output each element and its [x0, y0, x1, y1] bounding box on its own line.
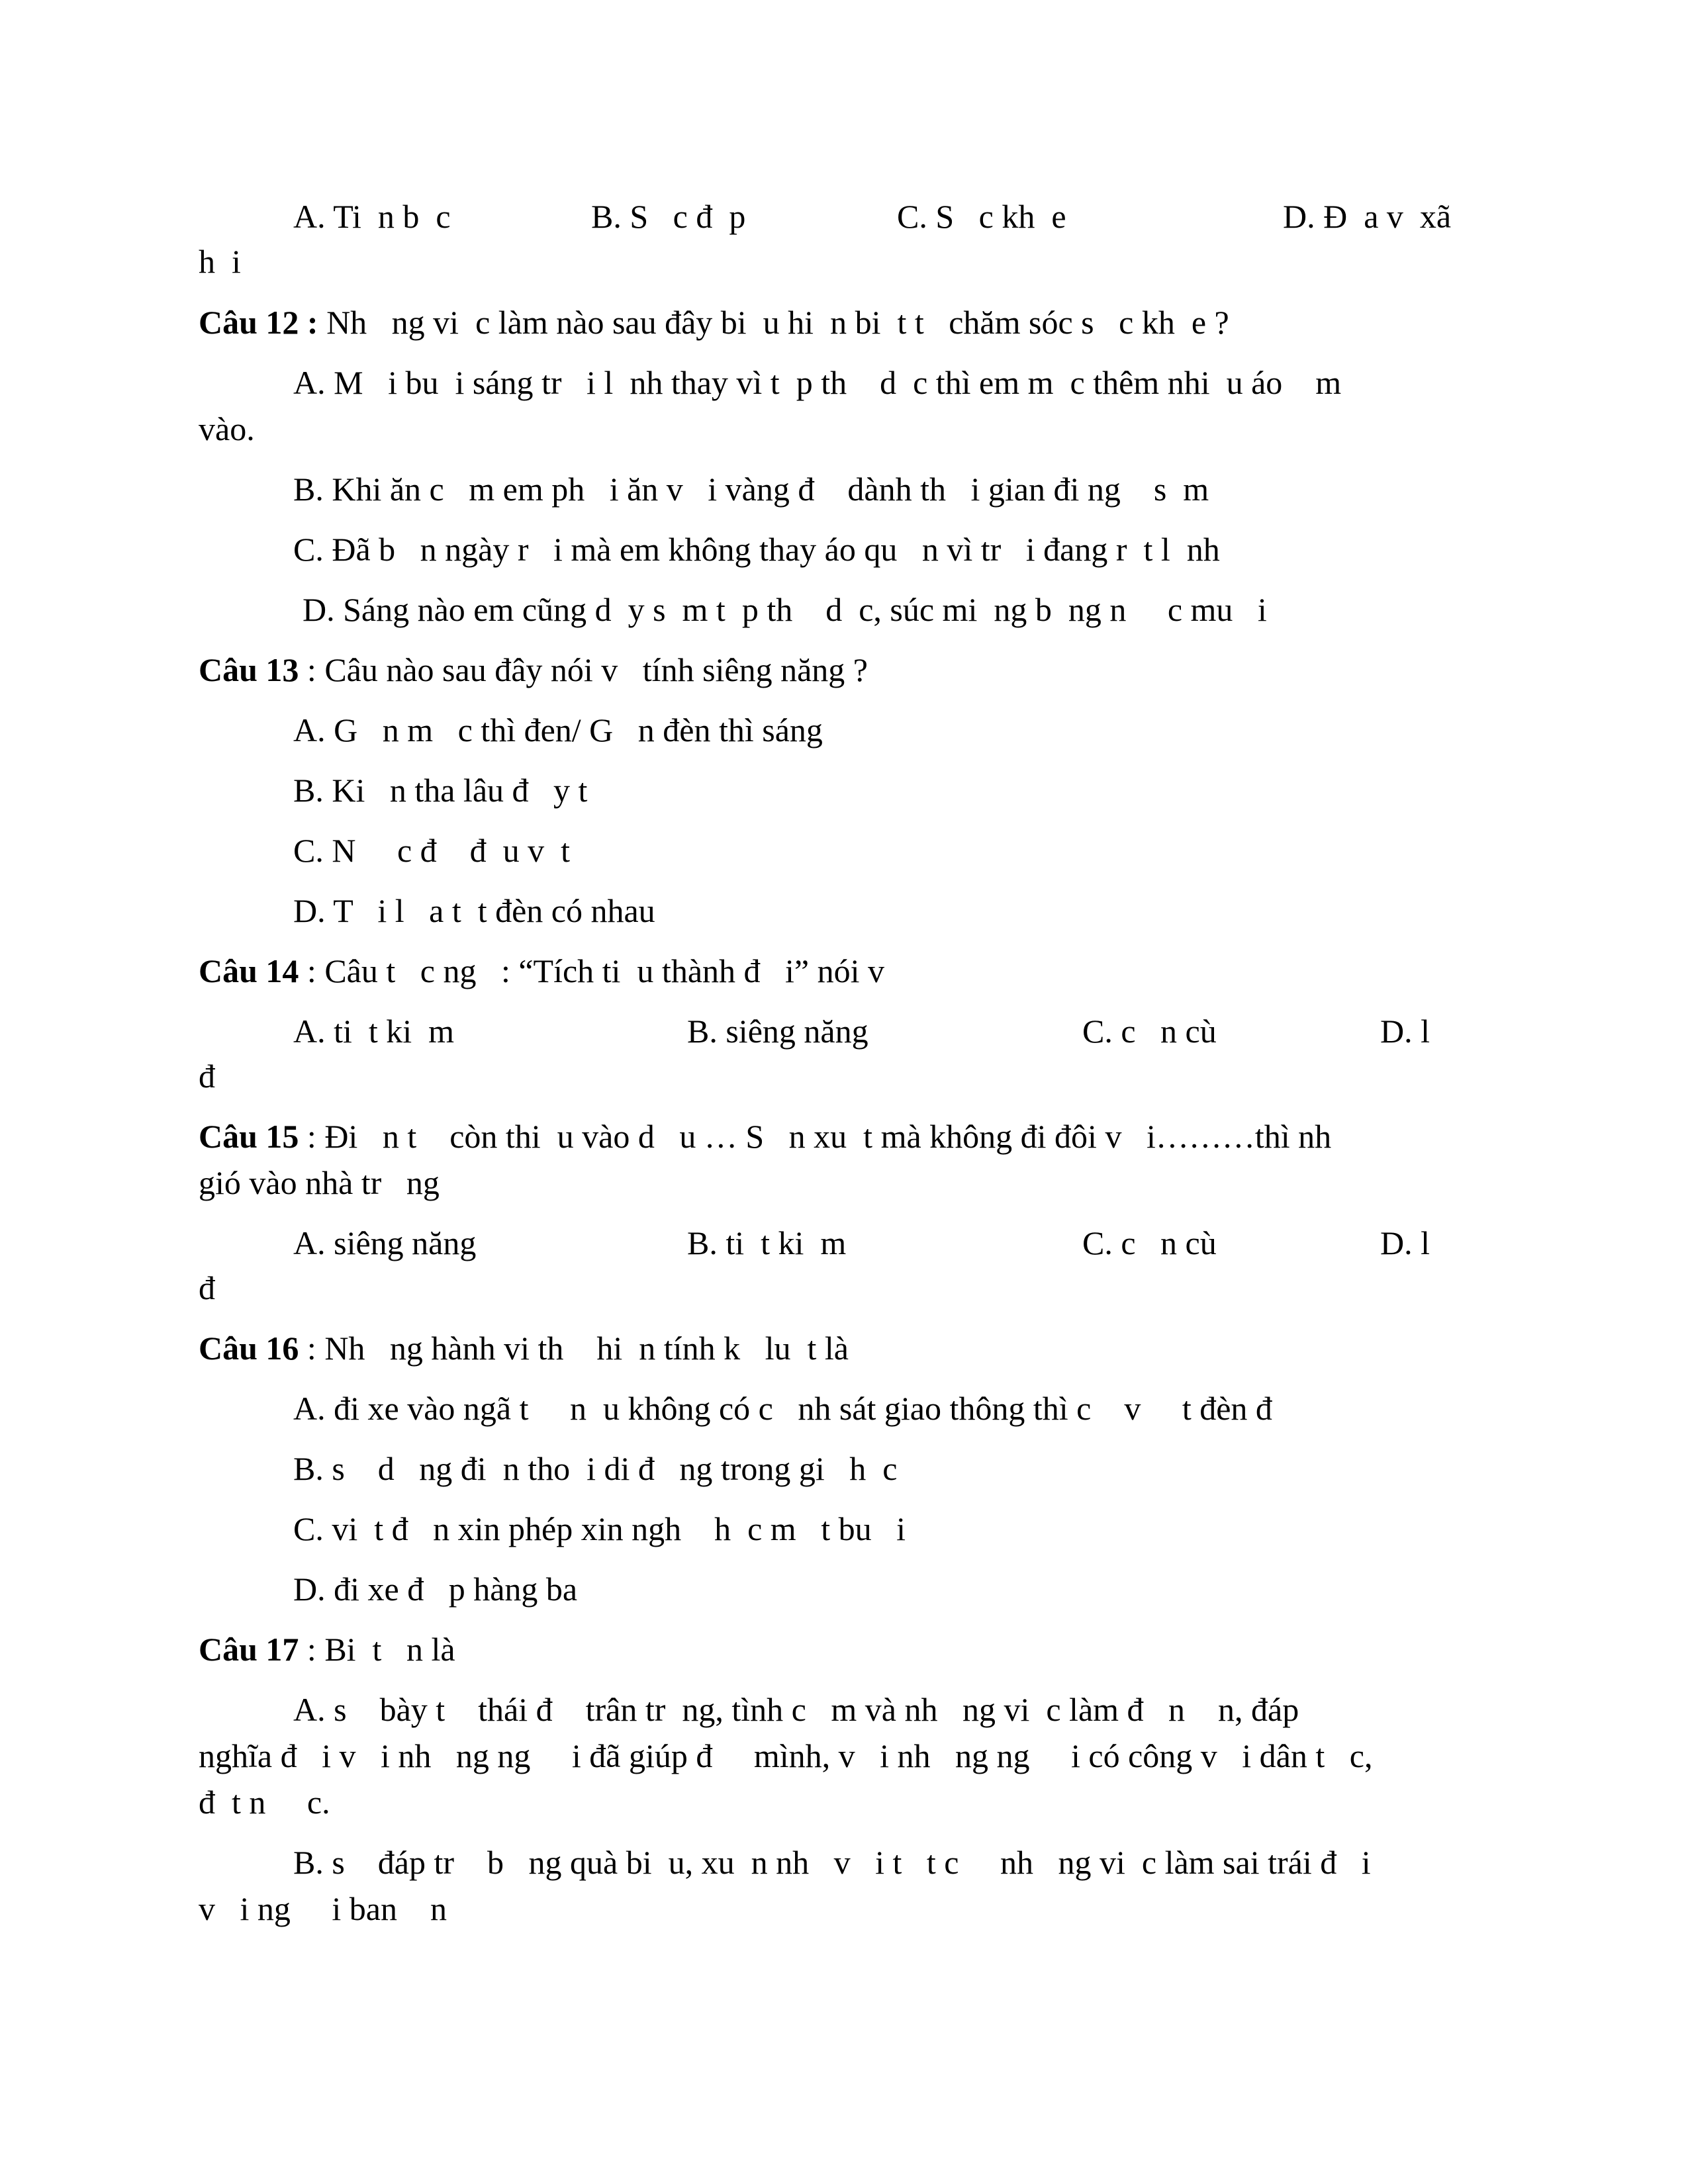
q17-line: [199, 1633, 455, 1666]
q12-line: [199, 306, 1229, 339]
q17-option-b: B. s đáp tr b ng quà bi u, xu n nh v i t t c nh ng vi c làm sai trái đ i: [293, 1844, 1371, 1881]
q16-option-d: D. đi xe đ p hàng ba: [293, 1570, 578, 1608]
q12-option-b: B. Khi ăn c m em ph i ăn v i vàng đ dành th i gian đi ng s m: [293, 471, 1209, 508]
q13-option-c: C. N c đ đ u v t: [293, 832, 571, 869]
q12-label: Câu 12 :: [199, 304, 318, 341]
q15-option-a: A. siêng năng: [293, 1224, 477, 1261]
q13-option-a: A. G n m c thì đen/ G n đèn thì sáng: [293, 711, 823, 749]
q13-option-d: D. T i l a t t đèn có nhau: [293, 892, 655, 929]
q12-stem: Nh ng vi c làm nào sau đây bi u hi n bi t t chăm sóc s c kh e ?: [326, 304, 1229, 341]
q11-option-b: B. S c đ p: [591, 198, 746, 235]
q14-option-d: D. l: [1380, 1013, 1430, 1050]
q15-line: [199, 1120, 1331, 1153]
q16-option-b: B. s d ng đi n tho i di đ ng trong gi h c: [293, 1450, 898, 1487]
q13-stem: : Câu nào sau đây nói v tính siêng năng ?: [299, 651, 868, 688]
q11-option-d: D. Đ a v xã: [1283, 198, 1452, 235]
q17-stem: : Bi t n là: [299, 1631, 455, 1668]
q15-option-c: C. c n cù: [1082, 1224, 1217, 1261]
q11-option-c: C. S c kh e: [897, 198, 1066, 235]
q15-option-d-cont: đ: [199, 1269, 215, 1306]
q17-option-a-cont-2: đ t n c.: [199, 1784, 330, 1821]
q14-option-a: A. ti t ki m: [293, 1013, 455, 1050]
q15-option-b: B. ti t ki m: [687, 1224, 847, 1261]
q14-option-b: B. siêng năng: [687, 1013, 868, 1050]
q15-option-d: D. l: [1380, 1224, 1430, 1261]
q14-option-c: C. c n cù: [1082, 1013, 1217, 1050]
q12-option-a: A. M i bu i sáng tr i l nh thay vì t p th d c thì em m c thêm nhi u áo m: [293, 364, 1342, 401]
q15-stem-cont: gió vào nhà tr ng: [199, 1164, 440, 1201]
q11-option-d-cont: h i: [199, 243, 241, 280]
q16-line: [199, 1332, 849, 1365]
q17-label: Câu 17: [199, 1631, 299, 1668]
q14-line: [199, 954, 884, 987]
q16-option-a: A. đi xe vào ngã t n u không có c nh sát giao thông thì c v t đèn đ: [293, 1390, 1272, 1427]
q16-option-c: C. vi t đ n xin phép xin ngh h c m t bu i: [293, 1510, 906, 1547]
q16-label: Câu 16: [199, 1330, 299, 1367]
q12-option-a-cont: vào.: [199, 410, 255, 447]
q12-option-c: C. Đã b n ngày r i mà em không thay áo qu n vì tr i đang r t l nh: [293, 531, 1220, 568]
q13-option-b: B. Ki n tha lâu đ y t: [293, 772, 588, 809]
q16-stem: : Nh ng hành vi th hi n tính k lu t là: [299, 1330, 849, 1367]
q17-option-a: A. s bày t thái đ trân tr ng, tình c m và nh ng vi c làm đ n n, đáp: [293, 1691, 1299, 1728]
q14-option-d-cont: đ: [199, 1058, 215, 1095]
q14-stem: : Câu t c ng : “Tích ti u thành đ i” nói v: [299, 952, 884, 989]
q13-line: [199, 653, 868, 686]
q14-label: Câu 14: [199, 952, 299, 989]
q15-label: Câu 15: [199, 1118, 299, 1155]
q12-option-d: D. Sáng nào em cũng d y s m t p th d c, súc mi ng b ng n c mu i: [303, 591, 1267, 628]
q13-label: Câu 13: [199, 651, 299, 688]
q11-option-a: A. Ti n b c: [293, 198, 451, 235]
q17-option-a-cont-1: nghĩa đ i v i nh ng ng i đã giúp đ mình, v i nh ng ng i có công v i dân t c,: [199, 1737, 1373, 1774]
q15-stem: : Đi n t còn thi u vào d u … S n xu t mà không đi đôi v i………thì nh: [299, 1118, 1332, 1155]
q17-option-b-cont: v i ng i ban n: [199, 1890, 447, 1927]
